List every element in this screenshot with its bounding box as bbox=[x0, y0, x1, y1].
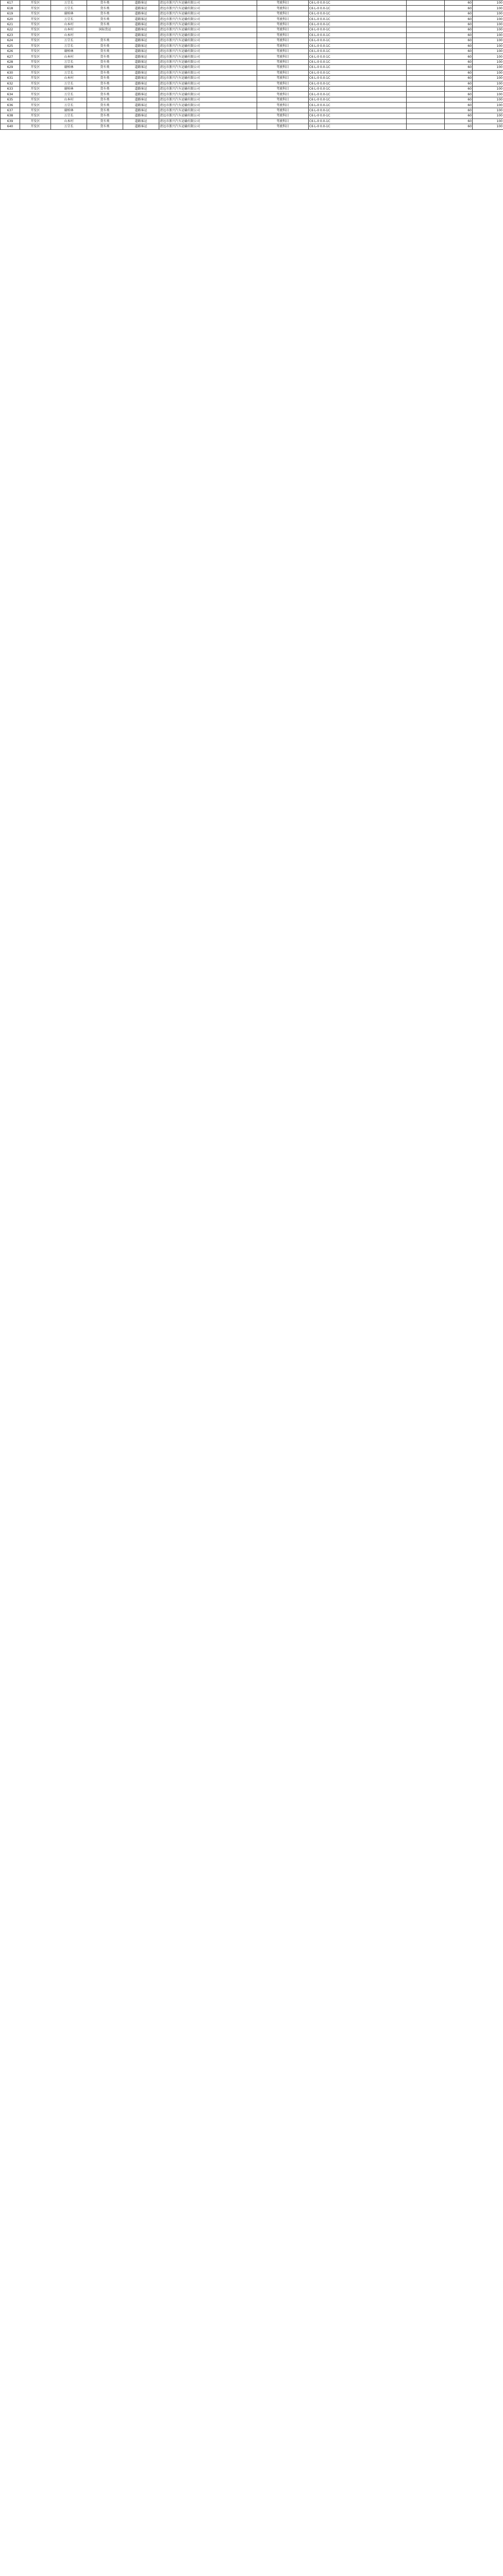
cell-row-number: 618 bbox=[1, 6, 20, 11]
cell-license-code: C6 L-0 0.0-1C bbox=[309, 124, 407, 129]
cell-score-a: 60 bbox=[445, 16, 473, 22]
table-row bbox=[1, 103, 503, 108]
cell-score-b: 100 bbox=[473, 22, 503, 27]
cell-business-type: 道路客运 bbox=[123, 124, 159, 129]
cell-row-number: 638 bbox=[1, 113, 20, 118]
cell-exam-subject: 驾驶科目 bbox=[257, 6, 309, 11]
cell-row-number: 623 bbox=[1, 32, 20, 38]
cell-vehicle-class: 国际货运 bbox=[87, 27, 123, 32]
cell-row-number: 626 bbox=[1, 48, 20, 54]
cell-name: 谢柏林 bbox=[51, 11, 87, 16]
cell-business-type: 道路客运 bbox=[123, 11, 159, 16]
cell-vehicle-class: 货车类 bbox=[87, 59, 123, 64]
cell-score-b: 100 bbox=[473, 59, 503, 64]
cell-row-number: 632 bbox=[1, 81, 20, 86]
cell-business-type: 道路客运 bbox=[123, 76, 159, 81]
table-row bbox=[1, 59, 503, 64]
cell-license-code: C6 L-0 0.0-1C bbox=[309, 103, 407, 108]
cell-business-type: 道路客运 bbox=[123, 6, 159, 11]
cell-business-type: 道路客运 bbox=[123, 22, 159, 27]
cell-district: 开发区 bbox=[20, 32, 51, 38]
cell-license-code: C6 L-0 0.0-1C bbox=[309, 11, 407, 16]
cell-exam-subject: 驾驶科目 bbox=[257, 108, 309, 113]
cell-score-b: 100 bbox=[473, 97, 503, 102]
cell-company: 清远市浙兴汽车运输有限公司 bbox=[159, 27, 257, 32]
cell-name: 山本村 bbox=[51, 32, 87, 38]
cell-note bbox=[407, 118, 445, 124]
cell-business-type: 道路客运 bbox=[123, 16, 159, 22]
cell-company: 清远市浙兴汽车运输有限公司 bbox=[159, 108, 257, 113]
cell-exam-subject: 驾驶科目 bbox=[257, 124, 309, 129]
cell-score-b: 100 bbox=[473, 6, 503, 11]
cell-business-type: 道路客运 bbox=[123, 43, 159, 48]
cell-note bbox=[407, 124, 445, 129]
cell-license-code: C6 L-0 0.0-1C bbox=[309, 113, 407, 118]
cell-license-code: C6 L-0 0.0-1C bbox=[309, 92, 407, 97]
cell-vehicle-class: 货车类 bbox=[87, 81, 123, 86]
cell-business-type: 道路客运 bbox=[123, 113, 159, 118]
cell-row-number: 635 bbox=[1, 97, 20, 102]
cell-company: 清远市浙兴汽车运输有限公司 bbox=[159, 70, 257, 75]
cell-vehicle-class: 货车类 bbox=[87, 97, 123, 102]
cell-vehicle-class: 货车类 bbox=[87, 48, 123, 54]
cell-note bbox=[407, 97, 445, 102]
cell-company: 清远市浙兴汽车运输有限公司 bbox=[159, 11, 257, 16]
cell-row-number: 631 bbox=[1, 76, 20, 81]
table-row bbox=[1, 54, 503, 59]
cell-score-b: 100 bbox=[473, 16, 503, 22]
cell-note bbox=[407, 16, 445, 22]
cell-score-a: 60 bbox=[445, 76, 473, 81]
cell-row-number: 636 bbox=[1, 103, 20, 108]
cell-vehicle-class: 货车类 bbox=[87, 113, 123, 118]
cell-score-a: 60 bbox=[445, 43, 473, 48]
cell-business-type: 道路客运 bbox=[123, 70, 159, 75]
cell-name: 万宗长 bbox=[51, 124, 87, 129]
cell-license-code: C6 L-0 0.0-1C bbox=[309, 54, 407, 59]
table-row bbox=[1, 32, 503, 38]
cell-score-b: 100 bbox=[473, 48, 503, 54]
cell-score-b: 100 bbox=[473, 118, 503, 124]
cell-business-type: 道路客运 bbox=[123, 118, 159, 124]
cell-business-type: 道路客运 bbox=[123, 59, 159, 64]
cell-name: 万宗长 bbox=[51, 43, 87, 48]
cell-score-a: 60 bbox=[445, 59, 473, 64]
cell-score-a: 60 bbox=[445, 103, 473, 108]
cell-note bbox=[407, 92, 445, 97]
cell-district: 开发区 bbox=[20, 48, 51, 54]
cell-exam-subject: 驾驶科目 bbox=[257, 70, 309, 75]
cell-row-number: 620 bbox=[1, 16, 20, 22]
cell-score-b: 100 bbox=[473, 32, 503, 38]
cell-row-number: 640 bbox=[1, 124, 20, 129]
cell-district: 开发区 bbox=[20, 76, 51, 81]
table-row bbox=[1, 6, 503, 11]
cell-company: 清远市浙兴汽车运输有限公司 bbox=[159, 81, 257, 86]
cell-note bbox=[407, 11, 445, 16]
cell-exam-subject: 驾驶科目 bbox=[257, 38, 309, 43]
cell-business-type: 道路客运 bbox=[123, 108, 159, 113]
table-row bbox=[1, 70, 503, 75]
cell-business-type: 道路客运 bbox=[123, 27, 159, 32]
cell-exam-subject: 驾驶科目 bbox=[257, 65, 309, 70]
cell-note bbox=[407, 43, 445, 48]
cell-district: 开发区 bbox=[20, 6, 51, 11]
cell-name: 万宗长 bbox=[51, 38, 87, 43]
cell-license-code: C6 L-0 0.0-1C bbox=[309, 16, 407, 22]
table-row bbox=[1, 11, 503, 16]
cell-row-number: 633 bbox=[1, 87, 20, 92]
table-row bbox=[1, 108, 503, 113]
cell-exam-subject: 驾驶科目 bbox=[257, 97, 309, 102]
cell-score-a: 60 bbox=[445, 65, 473, 70]
cell-company: 清远市浙兴汽车运输有限公司 bbox=[159, 124, 257, 129]
cell-vehicle-class: 货车类 bbox=[87, 1, 123, 6]
cell-note bbox=[407, 6, 445, 11]
cell-score-b: 100 bbox=[473, 81, 503, 86]
cell-note bbox=[407, 22, 445, 27]
cell-district: 开发区 bbox=[20, 27, 51, 32]
cell-district: 开发区 bbox=[20, 11, 51, 16]
cell-district: 开发区 bbox=[20, 118, 51, 124]
cell-business-type: 道路客运 bbox=[123, 92, 159, 97]
cell-business-type: 道路客运 bbox=[123, 38, 159, 43]
cell-score-b: 100 bbox=[473, 65, 503, 70]
cell-exam-subject: 驾驶科目 bbox=[257, 22, 309, 27]
cell-note bbox=[407, 70, 445, 75]
table-row bbox=[1, 76, 503, 81]
cell-vehicle-class: 货车类 bbox=[87, 76, 123, 81]
cell-vehicle-class bbox=[87, 32, 123, 38]
cell-license-code: C6 L-0 0.0-1C bbox=[309, 43, 407, 48]
cell-company: 清远市浙兴汽车运输有限公司 bbox=[159, 92, 257, 97]
cell-score-a: 60 bbox=[445, 38, 473, 43]
cell-score-a: 60 bbox=[445, 113, 473, 118]
cell-business-type: 道路客运 bbox=[123, 97, 159, 102]
cell-score-b: 100 bbox=[473, 1, 503, 6]
table-row bbox=[1, 48, 503, 54]
table-row bbox=[1, 43, 503, 48]
cell-license-code: C6 L-0 0.0-1C bbox=[309, 70, 407, 75]
cell-score-a: 60 bbox=[445, 81, 473, 86]
cell-company: 清远市浙兴汽车运输有限公司 bbox=[159, 1, 257, 6]
cell-note bbox=[407, 65, 445, 70]
cell-company: 清远市浙兴汽车运输有限公司 bbox=[159, 76, 257, 81]
cell-score-b: 100 bbox=[473, 103, 503, 108]
cell-exam-subject: 驾驶科目 bbox=[257, 103, 309, 108]
cell-score-b: 100 bbox=[473, 38, 503, 43]
cell-business-type: 道路客运 bbox=[123, 103, 159, 108]
cell-name: 万宗长 bbox=[51, 103, 87, 108]
cell-score-b: 100 bbox=[473, 54, 503, 59]
cell-district: 开发区 bbox=[20, 108, 51, 113]
cell-score-b: 100 bbox=[473, 76, 503, 81]
cell-score-a: 60 bbox=[445, 48, 473, 54]
cell-exam-subject: 驾驶科目 bbox=[257, 27, 309, 32]
cell-note bbox=[407, 54, 445, 59]
cell-name: 谢柏林 bbox=[51, 108, 87, 113]
cell-name: 万宗长 bbox=[51, 6, 87, 11]
cell-district: 开发区 bbox=[20, 65, 51, 70]
cell-license-code: C6 L-0 0.0-1C bbox=[309, 27, 407, 32]
cell-score-a: 60 bbox=[445, 54, 473, 59]
cell-row-number: 629 bbox=[1, 65, 20, 70]
table-row bbox=[1, 16, 503, 22]
cell-business-type: 道路客运 bbox=[123, 48, 159, 54]
cell-score-a: 60 bbox=[445, 22, 473, 27]
cell-row-number: 619 bbox=[1, 11, 20, 16]
cell-note bbox=[407, 48, 445, 54]
cell-district: 开发区 bbox=[20, 81, 51, 86]
cell-district: 开发区 bbox=[20, 97, 51, 102]
cell-company: 清远市浙兴汽车运输有限公司 bbox=[159, 65, 257, 70]
cell-company: 清远市浙兴汽车运输有限公司 bbox=[159, 22, 257, 27]
cell-exam-subject: 驾驶科目 bbox=[257, 11, 309, 16]
cell-score-a: 60 bbox=[445, 6, 473, 11]
cell-name: 山本村 bbox=[51, 97, 87, 102]
cell-name: 万宗长 bbox=[51, 92, 87, 97]
cell-score-a: 60 bbox=[445, 92, 473, 97]
table-row bbox=[1, 92, 503, 97]
cell-note bbox=[407, 76, 445, 81]
cell-business-type: 道路客运 bbox=[123, 81, 159, 86]
cell-note bbox=[407, 108, 445, 113]
cell-score-b: 100 bbox=[473, 92, 503, 97]
cell-exam-subject: 驾驶科目 bbox=[257, 16, 309, 22]
cell-row-number: 639 bbox=[1, 118, 20, 124]
cell-district: 开发区 bbox=[20, 70, 51, 75]
cell-note bbox=[407, 113, 445, 118]
cell-vehicle-class: 货车类 bbox=[87, 22, 123, 27]
cell-row-number: 637 bbox=[1, 108, 20, 113]
cell-row-number: 617 bbox=[1, 1, 20, 6]
cell-company: 清远市浙兴汽车运输有限公司 bbox=[159, 16, 257, 22]
cell-company: 清远市浙兴汽车运输有限公司 bbox=[159, 97, 257, 102]
table-row bbox=[1, 65, 503, 70]
cell-name: 谢柏林 bbox=[51, 65, 87, 70]
cell-exam-subject: 驾驶科目 bbox=[257, 81, 309, 86]
cell-score-b: 100 bbox=[473, 27, 503, 32]
table-row bbox=[1, 27, 503, 32]
cell-vehicle-class: 货车类 bbox=[87, 54, 123, 59]
cell-license-code: C6 L-0 0.0-1C bbox=[309, 97, 407, 102]
cell-name: 万宗长 bbox=[51, 1, 87, 6]
table-body bbox=[1, 1, 503, 130]
cell-license-code: C6 L-0 0.0-1C bbox=[309, 81, 407, 86]
cell-vehicle-class: 货车类 bbox=[87, 43, 123, 48]
cell-exam-subject: 驾驶科目 bbox=[257, 118, 309, 124]
cell-row-number: 630 bbox=[1, 70, 20, 75]
cell-company: 清远市浙兴汽车运输有限公司 bbox=[159, 113, 257, 118]
cell-vehicle-class: 货车类 bbox=[87, 65, 123, 70]
cell-vehicle-class: 货车类 bbox=[87, 11, 123, 16]
table-row bbox=[1, 124, 503, 129]
cell-name: 万宗长 bbox=[51, 59, 87, 64]
cell-company: 清远市浙兴汽车运输有限公司 bbox=[159, 32, 257, 38]
cell-exam-subject: 驾驶科目 bbox=[257, 1, 309, 6]
cell-score-b: 100 bbox=[473, 108, 503, 113]
cell-district: 开发区 bbox=[20, 124, 51, 129]
cell-row-number: 622 bbox=[1, 27, 20, 32]
cell-exam-subject: 驾驶科目 bbox=[257, 59, 309, 64]
cell-score-a: 60 bbox=[445, 70, 473, 75]
cell-vehicle-class: 货车类 bbox=[87, 92, 123, 97]
cell-license-code: C6 L-0 0.0-1C bbox=[309, 38, 407, 43]
cell-district: 开发区 bbox=[20, 38, 51, 43]
cell-district: 开发区 bbox=[20, 113, 51, 118]
cell-name: 万宗长 bbox=[51, 113, 87, 118]
table-row bbox=[1, 118, 503, 124]
cell-company: 清远市浙兴汽车运输有限公司 bbox=[159, 48, 257, 54]
cell-license-code: C6 L-0 0.0-1C bbox=[309, 87, 407, 92]
cell-score-a: 60 bbox=[445, 1, 473, 6]
cell-district: 开发区 bbox=[20, 22, 51, 27]
cell-note bbox=[407, 81, 445, 86]
cell-vehicle-class: 货车类 bbox=[87, 103, 123, 108]
cell-license-code: C6 L-0 0.0-1C bbox=[309, 22, 407, 27]
cell-business-type: 道路客运 bbox=[123, 32, 159, 38]
table-row bbox=[1, 97, 503, 102]
cell-vehicle-class: 货车类 bbox=[87, 6, 123, 11]
cell-license-code: C6 L-0 0.0-1C bbox=[309, 76, 407, 81]
cell-score-a: 60 bbox=[445, 124, 473, 129]
cell-district: 开发区 bbox=[20, 87, 51, 92]
cell-company: 清远市浙兴汽车运输有限公司 bbox=[159, 103, 257, 108]
cell-score-a: 60 bbox=[445, 32, 473, 38]
cell-row-number: 621 bbox=[1, 22, 20, 27]
cell-row-number: 634 bbox=[1, 92, 20, 97]
cell-note bbox=[407, 87, 445, 92]
cell-license-code: C6 L-0 0.0-1C bbox=[309, 59, 407, 64]
cell-score-a: 60 bbox=[445, 87, 473, 92]
cell-vehicle-class: 货车类 bbox=[87, 108, 123, 113]
cell-company: 清远市浙兴汽车运输有限公司 bbox=[159, 6, 257, 11]
cell-row-number: 628 bbox=[1, 59, 20, 64]
cell-license-code: C6 L-0 0.0-1C bbox=[309, 65, 407, 70]
cell-score-a: 60 bbox=[445, 108, 473, 113]
table-row bbox=[1, 1, 503, 6]
cell-license-code: C6 L-0 0.0-1C bbox=[309, 48, 407, 54]
cell-vehicle-class: 货车类 bbox=[87, 124, 123, 129]
cell-company: 清远市浙兴汽车运输有限公司 bbox=[159, 38, 257, 43]
cell-district: 开发区 bbox=[20, 16, 51, 22]
cell-score-a: 60 bbox=[445, 97, 473, 102]
cell-note bbox=[407, 27, 445, 32]
cell-business-type: 道路客运 bbox=[123, 87, 159, 92]
cell-name: 山本村 bbox=[51, 76, 87, 81]
records-table bbox=[0, 0, 503, 130]
cell-district: 开发区 bbox=[20, 43, 51, 48]
cell-row-number: 624 bbox=[1, 38, 20, 43]
cell-score-b: 100 bbox=[473, 87, 503, 92]
cell-score-b: 100 bbox=[473, 11, 503, 16]
cell-business-type: 道路客运 bbox=[123, 65, 159, 70]
cell-company: 清远市浙兴汽车运输有限公司 bbox=[159, 43, 257, 48]
cell-exam-subject: 驾驶科目 bbox=[257, 48, 309, 54]
cell-row-number: 625 bbox=[1, 43, 20, 48]
cell-name: 万宗长 bbox=[51, 81, 87, 86]
cell-exam-subject: 驾驶科目 bbox=[257, 92, 309, 97]
cell-note bbox=[407, 103, 445, 108]
cell-company: 清远市浙兴汽车运输有限公司 bbox=[159, 118, 257, 124]
cell-district: 开发区 bbox=[20, 92, 51, 97]
table-row bbox=[1, 22, 503, 27]
table-row bbox=[1, 81, 503, 86]
cell-district: 开发区 bbox=[20, 54, 51, 59]
cell-name: 山本村 bbox=[51, 54, 87, 59]
cell-score-b: 100 bbox=[473, 113, 503, 118]
cell-license-code: C6 L-0 0.0-1C bbox=[309, 118, 407, 124]
cell-vehicle-class: 货车类 bbox=[87, 70, 123, 75]
cell-score-a: 60 bbox=[445, 27, 473, 32]
table-row bbox=[1, 38, 503, 43]
cell-name: 谢柏林 bbox=[51, 48, 87, 54]
table-row bbox=[1, 113, 503, 118]
cell-note bbox=[407, 38, 445, 43]
cell-license-code: C6 L-0 0.0-1C bbox=[309, 1, 407, 6]
data-sheet bbox=[0, 0, 503, 130]
cell-note bbox=[407, 59, 445, 64]
cell-score-a: 60 bbox=[445, 11, 473, 16]
cell-district: 开发区 bbox=[20, 1, 51, 6]
cell-vehicle-class: 货车类 bbox=[87, 38, 123, 43]
cell-exam-subject: 驾驶科目 bbox=[257, 76, 309, 81]
cell-company: 清远市浙兴汽车运输有限公司 bbox=[159, 87, 257, 92]
cell-exam-subject: 驾驶科目 bbox=[257, 43, 309, 48]
cell-score-b: 100 bbox=[473, 43, 503, 48]
cell-license-code: C6 L-0 0.0-1C bbox=[309, 108, 407, 113]
cell-business-type: 道路客运 bbox=[123, 1, 159, 6]
cell-license-code: C6 L-0 0.0-1C bbox=[309, 32, 407, 38]
cell-score-a: 60 bbox=[445, 118, 473, 124]
cell-exam-subject: 驾驶科目 bbox=[257, 54, 309, 59]
cell-name: 山本村 bbox=[51, 118, 87, 124]
cell-note bbox=[407, 1, 445, 6]
cell-note bbox=[407, 32, 445, 38]
cell-row-number: 627 bbox=[1, 54, 20, 59]
cell-score-b: 100 bbox=[473, 124, 503, 129]
cell-vehicle-class: 货车类 bbox=[87, 16, 123, 22]
cell-vehicle-class: 货车类 bbox=[87, 118, 123, 124]
cell-company: 清远市浙兴汽车运输有限公司 bbox=[159, 54, 257, 59]
cell-business-type: 道路客运 bbox=[123, 54, 159, 59]
cell-name: 山本村 bbox=[51, 27, 87, 32]
cell-district: 开发区 bbox=[20, 59, 51, 64]
cell-district: 开发区 bbox=[20, 103, 51, 108]
cell-company: 清远市浙兴汽车运输有限公司 bbox=[159, 59, 257, 64]
cell-name: 山本村 bbox=[51, 22, 87, 27]
cell-exam-subject: 驾驶科目 bbox=[257, 87, 309, 92]
cell-exam-subject: 驾驶科目 bbox=[257, 32, 309, 38]
cell-name: 谢柏林 bbox=[51, 87, 87, 92]
cell-vehicle-class: 货车类 bbox=[87, 87, 123, 92]
cell-exam-subject: 驾驶科目 bbox=[257, 113, 309, 118]
cell-name: 万宗长 bbox=[51, 16, 87, 22]
cell-score-b: 100 bbox=[473, 70, 503, 75]
cell-license-code: C6 L-0 0.0-1C bbox=[309, 6, 407, 11]
cell-name: 万宗长 bbox=[51, 70, 87, 75]
table-row bbox=[1, 87, 503, 92]
